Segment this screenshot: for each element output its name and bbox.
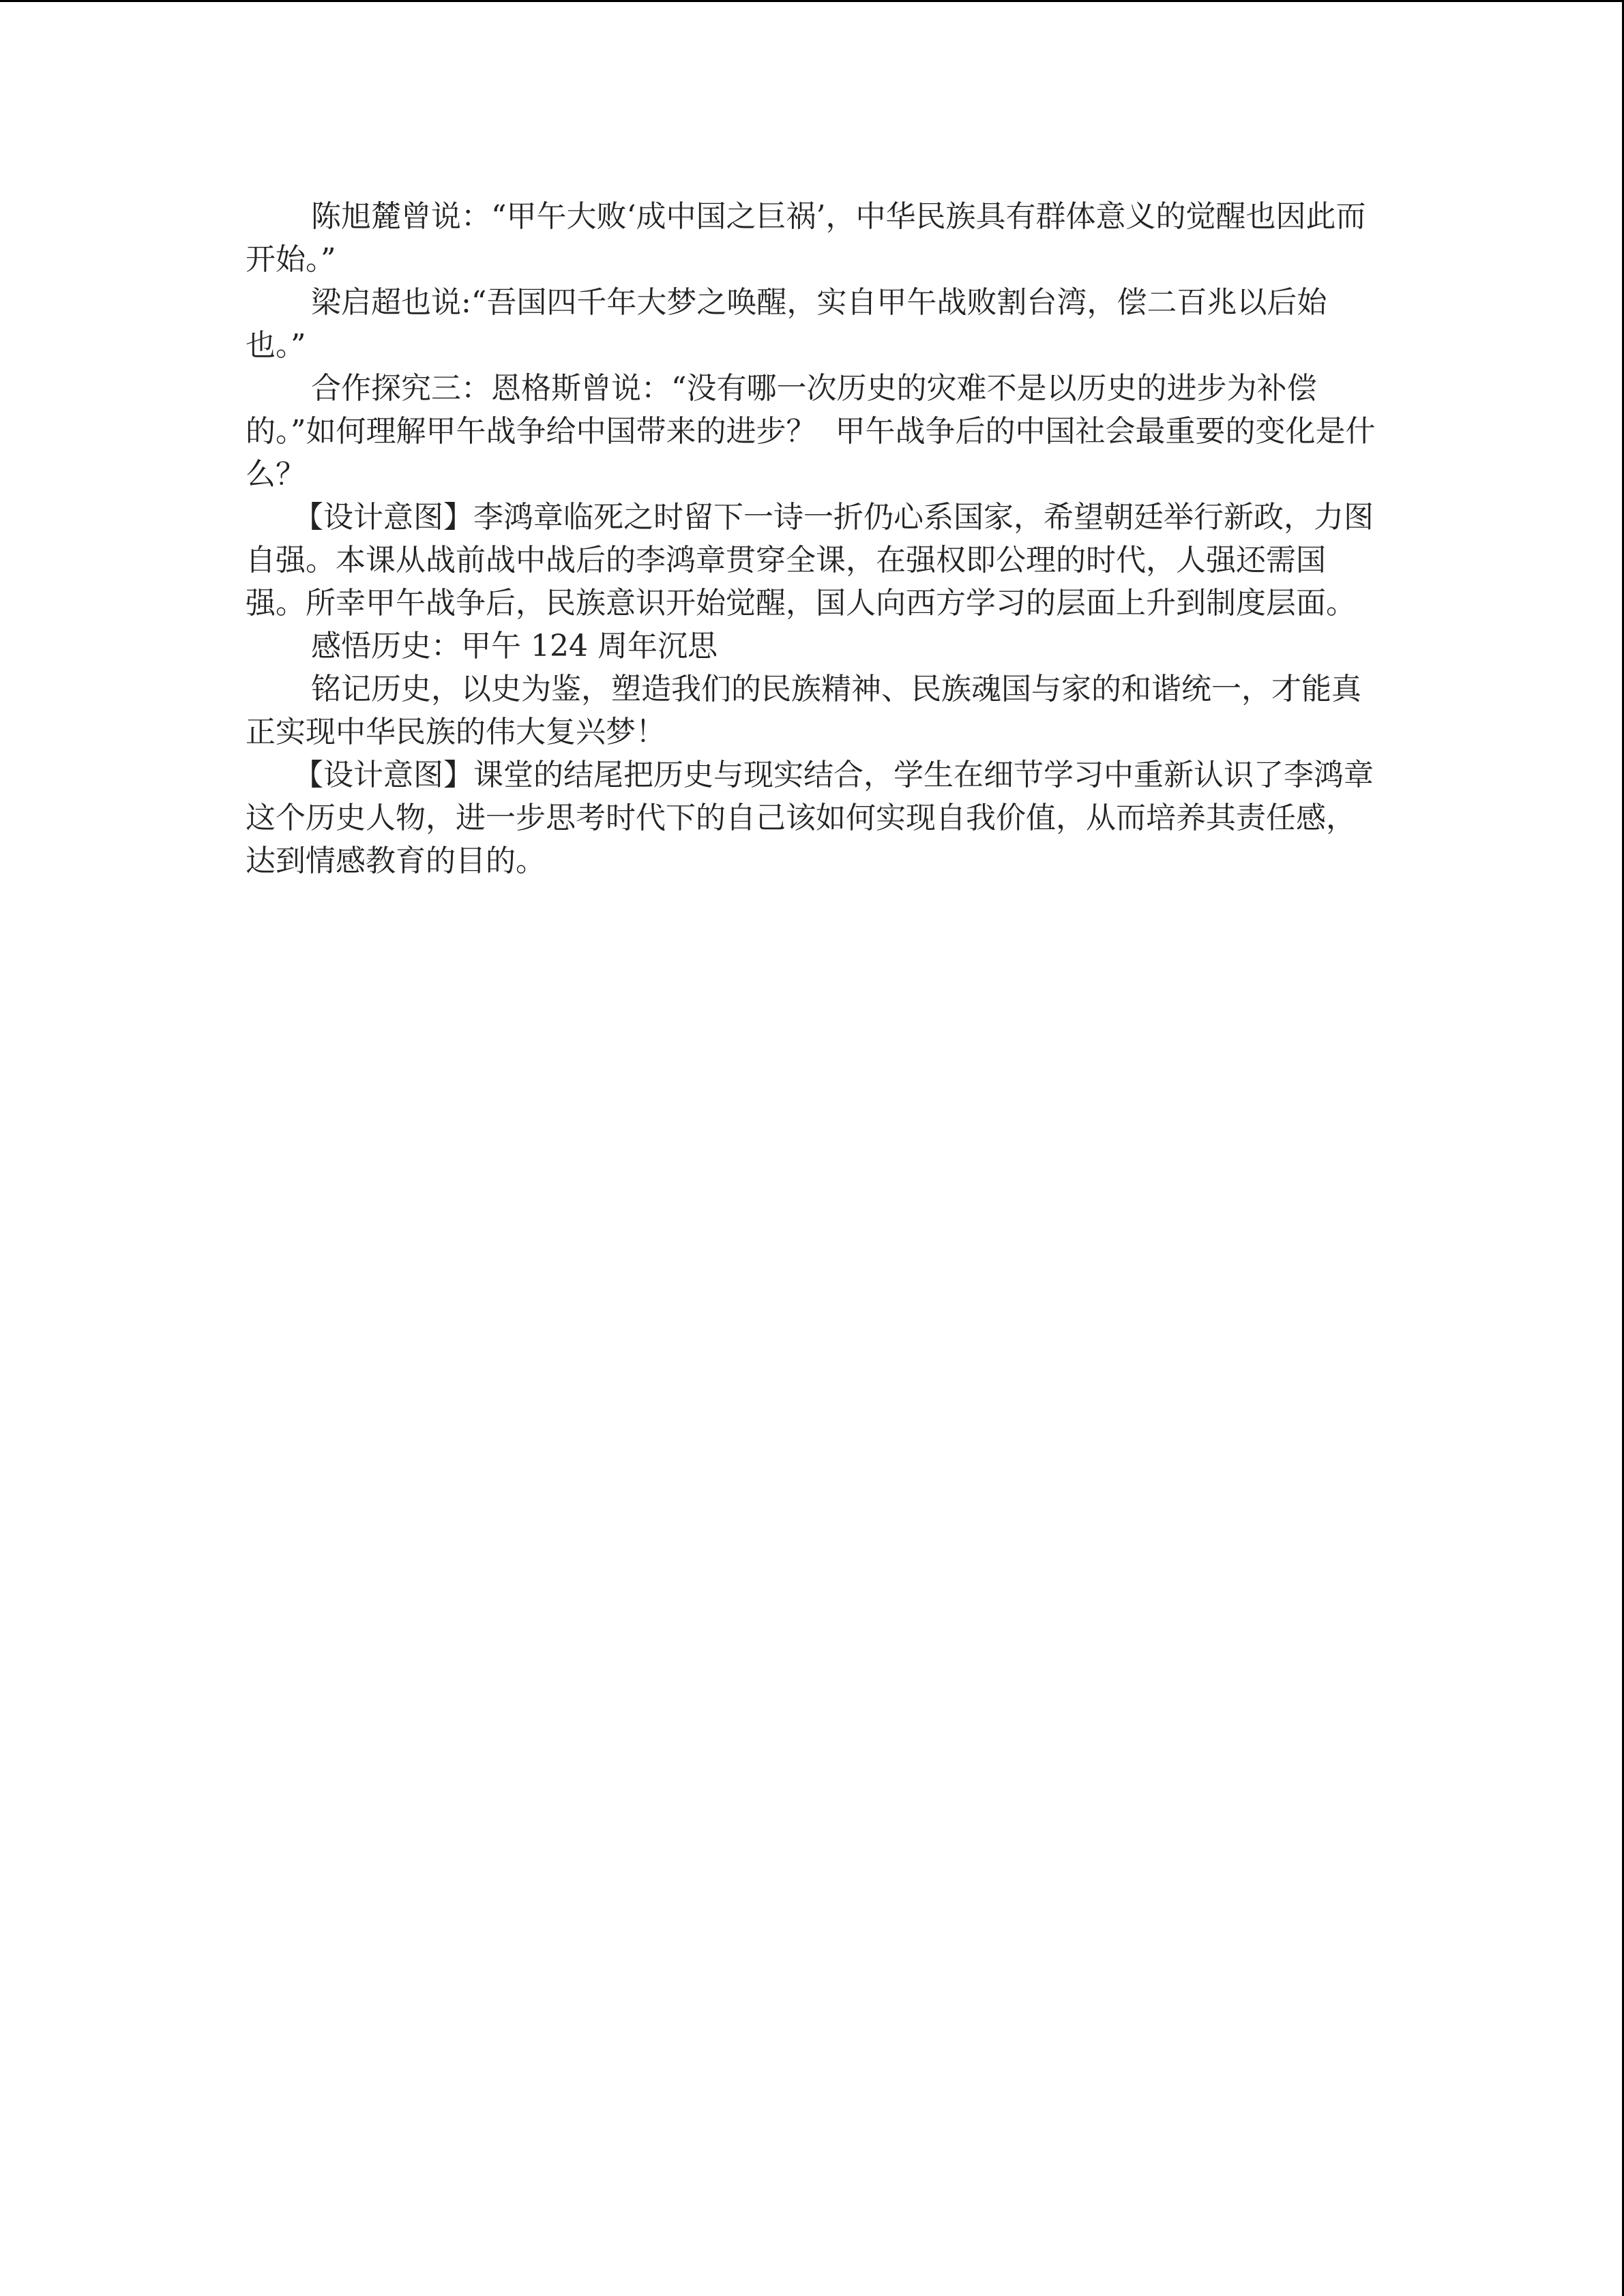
paragraph-cooperative-inquiry-three: 合作探究三：恩格斯曾说：“没有哪一次历史的灾难不是以历史的进步为补偿的。”如何理解甲午战争给中国带来的进步？ 甲午战争后的中国社会最重要的变化是什么？ xyxy=(246,371,1376,492)
paragraph-design-intent-one: 【设计意图】李鸿章临死之时留下一诗一折仍心系国家，希望朝廷举行新政，力图自强。本课从战前战中战后的李鸿章贯穿全课，在强权即公理的时代，人强还需国强。所幸甲午战争后，民族意识开始觉醒，国人向西方学习的层面上升到制度层面。 xyxy=(246,500,1374,621)
paragraph-design-intent-two: 【设计意图】课堂的结尾把历史与现实结合，学生在细节学习中重新认识了李鸿章这个历史人物，进一步思考时代下的自己该如何实现自我价值，从而培养其责任感，达到情感教育的目的。 xyxy=(246,758,1374,878)
paragraph-reflection-heading: 感悟历史：甲午 124 周年沉思 xyxy=(311,629,718,664)
paragraph-chen-xulu-quote: 陈旭麓曾说：“甲午大败‘成中国之巨祸’，中华民族具有群体意义的觉醒也因此而开始。” xyxy=(246,199,1366,277)
paragraph-remember-history: 铭记历史，以史为鉴，塑造我们的民族精神、民族魂国与家的和谐统一，才能真正实现中华民族的伟大复兴梦！ xyxy=(246,672,1361,749)
document-body xyxy=(246,195,1378,882)
paragraph-liang-qichao-quote: 梁启超也说:“吾国四千年大梦之唤醒，实自甲午战败割台湾，偿二百兆以后始也。” xyxy=(246,285,1327,363)
